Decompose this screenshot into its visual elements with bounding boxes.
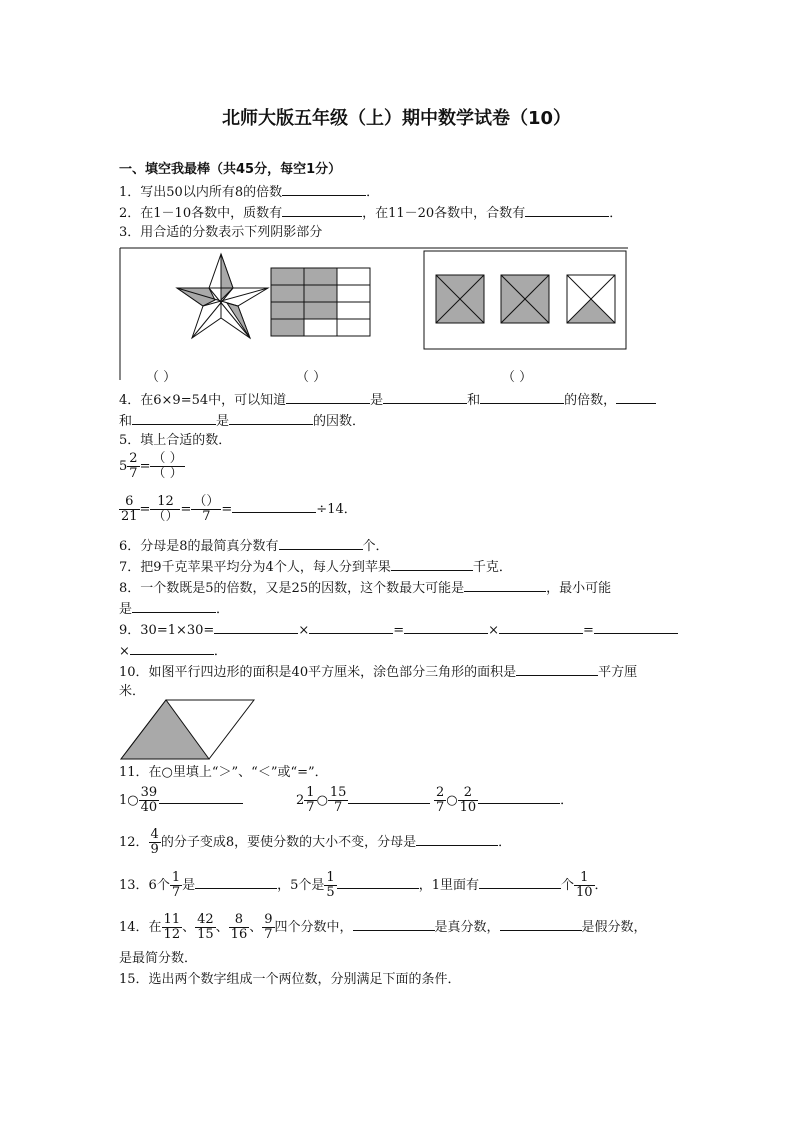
page-title: 北师大版五年级（上）期中数学试卷（10） — [221, 108, 572, 129]
question-11: 11．在○里填上“＞”、“＜”或“=”． — [119, 765, 328, 780]
answer-blank[interactable] — [416, 833, 498, 846]
answer-blank[interactable] — [229, 412, 313, 425]
question-2: 2．在1－10各数中，质数有 ，在11－20各数中，合数有 ． — [119, 206, 623, 221]
fraction[interactable]: $\frac{( )}{( )}$ — [152, 451, 183, 481]
answer-blank[interactable] — [214, 621, 298, 634]
parallelogram-figure — [118, 697, 258, 761]
answer-blank[interactable] — [132, 412, 216, 425]
q5-row2: $\frac{6}{21}$ = $\frac{12}{()}$ = $\frac{()}{7}$ = ÷14． — [121, 494, 357, 524]
question-1: 1．写出50以内所有8的倍数 ． — [119, 185, 380, 200]
answer-blank[interactable] — [279, 537, 363, 550]
q3-figures — [118, 246, 630, 382]
answer-blank[interactable] — [516, 663, 598, 676]
answer-blank[interactable] — [159, 791, 243, 804]
answer-blank[interactable] — [383, 391, 467, 404]
question-3: 3．用合适的分数表示下列阴影部分 — [119, 225, 323, 240]
answer-blank[interactable] — [616, 391, 656, 404]
answer-blank[interactable] — [130, 642, 214, 655]
answer-blank[interactable] — [232, 500, 316, 513]
question-6: 6．分母是8的最简真分数有 个． — [119, 539, 389, 554]
answer-blank[interactable] — [480, 391, 564, 404]
answer-blank[interactable] — [479, 876, 561, 889]
fraction: $\frac{2}{7}$ — [129, 451, 138, 481]
answer-blank[interactable] — [525, 204, 609, 217]
answer-blank[interactable] — [348, 791, 430, 804]
answer-blank[interactable] — [286, 391, 370, 404]
answer-blank[interactable] — [391, 558, 473, 571]
answer-blank[interactable] — [478, 791, 560, 804]
q5-row1: 5 $\frac{2}{7}$ = $\frac{( )}{( )}$ — [119, 451, 183, 481]
answer-blank[interactable] — [499, 621, 583, 634]
q1-text: 1．写出50以内所有8的倍数 — [119, 185, 283, 200]
question-14: 14．在 $\frac{11}{12}$ 、 $\frac{42}{15}$ 、 $\frac{8}{16}$ 、 $\frac{9}{7}$ 四个分数中， 是真分数， 是假分数， — [119, 912, 647, 942]
question-4: 4．在6×9=54中，可以知道 是 和 的倍数， — [119, 391, 656, 409]
answer-blank[interactable] — [464, 579, 546, 592]
answer-paren[interactable]: （ ） — [296, 370, 327, 385]
question-10: 10．如图平行四边形的面积是40平方厘米，涂色部分三角形的面积是 平方厘 — [119, 665, 638, 680]
answer-blank[interactable] — [594, 621, 678, 634]
answer-blank[interactable] — [282, 204, 362, 217]
star-figure — [177, 254, 268, 338]
answer-blank[interactable] — [353, 918, 435, 931]
question-15: 15．选出两个数字组成一个两位数，分别满足下面的条件． — [119, 972, 461, 987]
answer-paren[interactable]: （ ） — [502, 370, 533, 385]
q11-item-2: 2 $\frac{1}{7}$ ○ $\frac{15}{7}$ — [296, 786, 430, 815]
question-5: 5．填上合适的数． — [119, 433, 232, 448]
question-9-cont: × ． — [119, 644, 227, 659]
question-8: 8．一个数既是5的倍数，又是25的因数，这个数最大可能是 ，最小可能 — [119, 581, 612, 596]
squares-figure — [424, 251, 626, 349]
question-8-cont: 是 ． — [119, 602, 230, 617]
question-4-cont: 和 是 的因数． — [119, 414, 366, 429]
question-9: 9．30=1×30= × = × = — [119, 621, 678, 639]
section-heading: 一、填空我最棒（共45分，每空1分） — [119, 162, 342, 177]
answer-blank[interactable] — [282, 183, 366, 196]
answer-blank[interactable] — [337, 876, 419, 889]
fraction[interactable]: $\frac{()}{7}$ — [193, 494, 220, 524]
question-14-cont: 是最简分数． — [119, 951, 198, 966]
grid-figure — [271, 268, 370, 336]
answer-blank[interactable] — [404, 621, 488, 634]
q11-item-3: $\frac{2}{7}$ ○ $\frac{2}{10}$ ． — [436, 785, 574, 815]
q11-item-1: 1○ $\frac{39}{40}$ — [119, 786, 243, 815]
answer-paren[interactable]: （ ） — [146, 370, 177, 385]
fraction[interactable]: $\frac{12}{()}$ — [152, 494, 179, 524]
answer-blank[interactable] — [195, 876, 277, 889]
question-10-cont: 米． — [119, 684, 146, 699]
answer-blank[interactable] — [309, 621, 393, 634]
question-13: 13．6个 $\frac{1}{7}$ 是 ，5个是 $\frac{1}{5}$ ，1里面有 个 $\frac{1}{10}$ ． — [119, 870, 608, 900]
question-7: 7．把9千克苹果平均分为4个人，每人分到苹果 千克． — [119, 560, 512, 575]
answer-blank[interactable] — [132, 600, 216, 613]
fraction: $\frac{6}{21}$ — [121, 494, 138, 524]
question-12: 12． $\frac{4}{9}$ 的分子变成8，要使分数的大小不变，分母是 ． — [119, 827, 512, 857]
answer-blank[interactable] — [500, 918, 582, 931]
